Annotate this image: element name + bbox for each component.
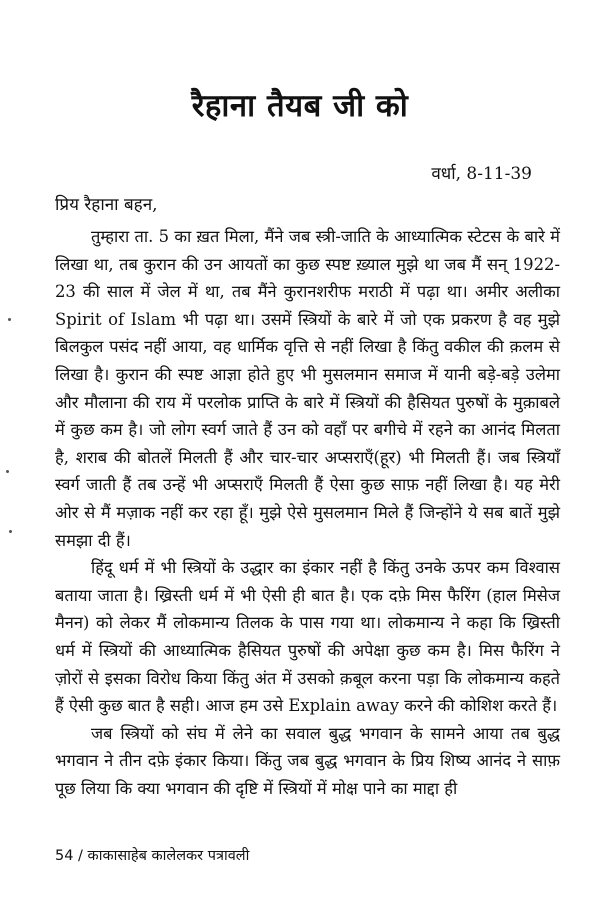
page-footer: 54 / काकासाहेब कालेलकर पत्रावली (55, 848, 250, 864)
paragraph: जब स्त्रियों को संघ में लेने का सवाल बुद्ध भगवान के सामने आया तब बुद्ध भगवान ने तीन दफ़े इंकार किया। किंतु जब बुद्ध भगवान के प्रिय शिष्य आनंद ने साफ़ पूछ लिया कि क्या भगवान की दृष्टि में स्त्रियों में मोक्ष पाने का माद्दा ही (55, 723, 560, 798)
margin-speck (9, 530, 12, 533)
paragraph: तुम्हारा ता. 5 का ख़त मिला, मैंने जब स्त्री-जाति के आध्यात्मिक स्टेटस के बारे में लिखा था, तब कुरान की उन आयतों का कुछ स्पष्ट ख़्याल मुझे था जब मैं सन् 1922-23 की साल में जेल में था, तब मैंने कुरानशरीफ मराठी में पढ़ा था। अमीर अलीका Spirit of Islam भी पढ़ा था। उसमें स्त्रियों के बारे में जो एक प्रकरण है वह मुझे बिलकुल पसंद नहीं आया, वह धार्मिक वृत्ति से नहीं लिखा है किंतु वकील की क़लम से लिखा है। कुरान की स्पष्ट आज्ञा होते हुए भी मुसलमान समाज में यानी बड़े-बड़े उलेमा और मौलाना की राय में परलोक प्राप्ति के बारे में स्त्रियों की हैसियत पुरुषों के मुक़ाबले में कुछ कम है। जो लोग स्वर्ग जाते हैं उन को वहाँ पर बगीचे में रहने का आनंद मिलता है, शराब की बोतलें मिलती हैं और चार-चार अप्सराएँ(हूर) भी मिलती हैं। जब स्त्रियाँ स्वर्ग जाती हैं तब उन्हें भी अप्सराएँ मिलती हैं ऐसा कुछ साफ़ नहीं लिखा है। यह मेरी ओर से मैं मज़ाक नहीं कर रहा हूँ। मुझे ऐसे मुसलमान मिले हैं जिन्होंने ये सब बातें मुझे समझा दी हैं। (55, 227, 560, 550)
paragraph: हिंदू धर्म में भी स्त्रियों के उद्धार का इंकार नहीं है किंतु उनके ऊपर कम विश्वास बताया जाता है। ख्रिस्ती धर्म में भी ऐसी ही बात है। एक दफ़े मिस फैरिंग (हाल मिसेज मैनन) को लेकर मैं लोकमान्य तिलक के पास गया था। लोकमान्य ने कहा कि ख्रिस्ती धर्म में स्त्रियों की आध्यात्मिक हैसियत पुरुषों की अपेक्षा कुछ कम है। मिस फैरिंग ने ज़ोरों से इसका विरोध किया किंतु अंत में उसको क़बूल करना पड़ा कि लोकमान्य कहते हैं ऐसी कुछ बात है सही। आज हम उसे Explain away करने की कोशिश करते हैं। (55, 558, 560, 716)
margin-speck (6, 470, 9, 473)
margin-speck (8, 318, 11, 321)
page-title: रैहाना तैयब जी को (191, 88, 409, 124)
letter-body (55, 223, 560, 802)
letter-salutation: प्रिय रैहाना बहन, (55, 195, 158, 215)
letter-date-line: वर्धा, 8-11-39 (431, 164, 532, 184)
